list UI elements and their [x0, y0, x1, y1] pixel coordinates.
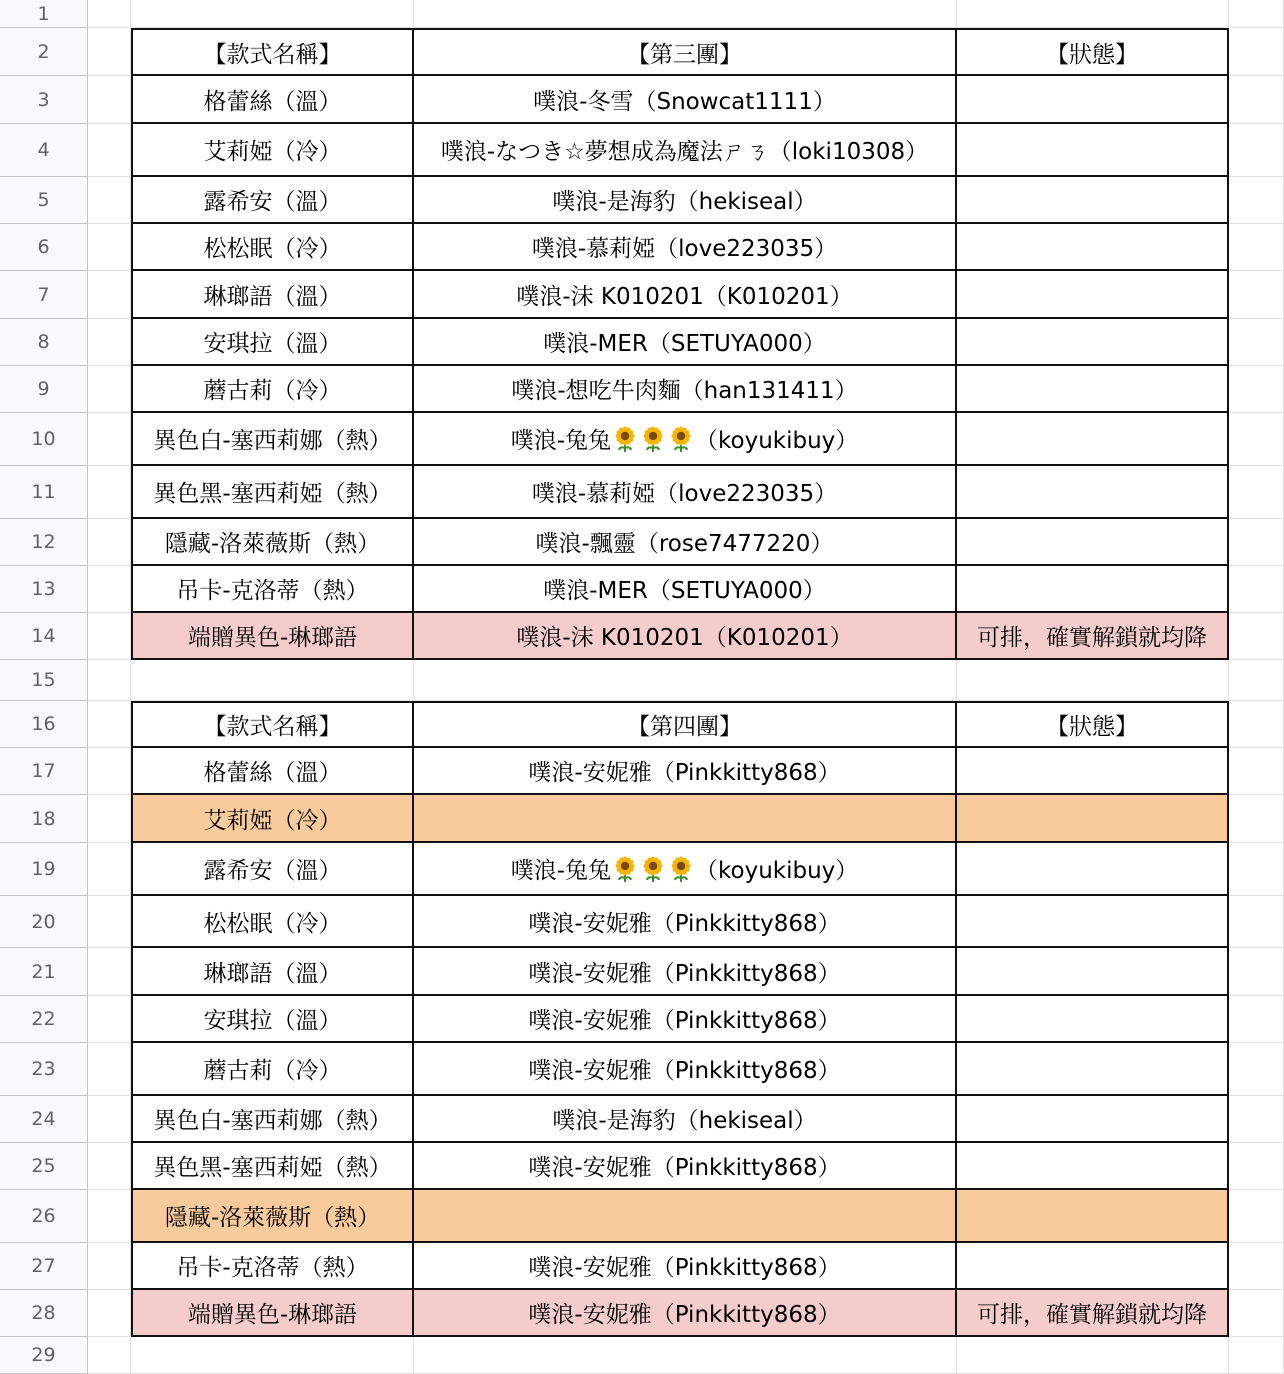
row-header[interactable]: 13 [0, 566, 88, 613]
cell-group-member[interactable]: 噗浪-安妮雅（Pinkkitty868） [414, 1243, 957, 1290]
cell-empty[interactable] [88, 224, 131, 271]
cell-empty[interactable] [1229, 996, 1284, 1043]
cell-style-name[interactable]: 松松眠（冷） [131, 896, 414, 948]
cell-empty[interactable] [88, 519, 131, 566]
row-header[interactable]: 25 [0, 1143, 88, 1190]
row-header[interactable]: 10 [0, 413, 88, 466]
header-style-name[interactable]: 【款式名稱】 [131, 701, 414, 748]
cell-empty[interactable] [1229, 1043, 1284, 1096]
cell-empty[interactable] [1229, 795, 1284, 843]
cell-group-member[interactable]: 噗浪-慕莉婭（love223035） [414, 466, 957, 519]
sheet-row [0, 177, 1284, 224]
cell-status[interactable] [957, 896, 1229, 948]
row-header[interactable]: 14 [0, 613, 88, 660]
sheet-row [0, 224, 1284, 271]
row-header[interactable]: 23 [0, 1043, 88, 1096]
cell-empty[interactable] [1229, 124, 1284, 177]
cell-style-name[interactable]: 隱藏-洛萊薇斯（熱） [131, 1190, 414, 1243]
row-header[interactable]: 28 [0, 1290, 88, 1337]
cell-empty[interactable] [957, 1337, 1229, 1374]
sheet-row [0, 0, 1284, 28]
cell-style-name[interactable]: 露希安（溫） [131, 843, 414, 896]
cell-style-name[interactable]: 異色白-塞西莉娜（熱） [131, 413, 414, 466]
cell-empty[interactable] [1229, 701, 1284, 748]
cell-status[interactable] [957, 271, 1229, 319]
member-id: （koyukibuy） [695, 858, 859, 884]
cell-status[interactable] [957, 795, 1229, 843]
cell-style-name[interactable]: 異色黑-塞西莉婭（熱） [131, 1143, 414, 1190]
sunflower-icon [667, 855, 695, 883]
cell-empty[interactable] [88, 843, 131, 896]
cell-style-name[interactable]: 端贈異色-琳瑯語 [131, 1290, 414, 1337]
cell-empty[interactable] [957, 0, 1229, 28]
cell-style-name[interactable]: 琳瑯語（溫） [131, 948, 414, 996]
row-header[interactable]: 24 [0, 1096, 88, 1143]
cell-empty[interactable] [1229, 843, 1284, 896]
cell-group-member[interactable]: 噗浪-是海豹（hekiseal） [414, 1096, 957, 1143]
cell-group-member[interactable]: 噗浪-是海豹（hekiseal） [414, 177, 957, 224]
cell-empty[interactable] [88, 701, 131, 748]
row-header[interactable]: 15 [0, 660, 88, 701]
cell-status[interactable] [957, 366, 1229, 413]
cell-empty[interactable] [88, 0, 131, 28]
cell-empty[interactable] [88, 748, 131, 795]
cell-empty[interactable] [88, 1043, 131, 1096]
sheet-row [0, 566, 1284, 613]
row-header[interactable]: 18 [0, 795, 88, 843]
cell-group-member[interactable]: 噗浪-なつき☆夢想成為魔法ㄕㄋ（loki10308） [414, 124, 957, 177]
sheet-row [0, 843, 1284, 896]
cell-empty[interactable] [88, 76, 131, 124]
cell-group-member[interactable]: 噗浪-MER（SETUYA000） [414, 319, 957, 366]
cell-group-member[interactable]: 噗浪-慕莉婭（love223035） [414, 224, 957, 271]
row-header[interactable]: 19 [0, 843, 88, 896]
sheet-row [0, 76, 1284, 124]
cell-empty[interactable] [1229, 1290, 1284, 1337]
cell-empty[interactable] [1229, 566, 1284, 613]
cell-style-name[interactable]: 松松眠（冷） [131, 224, 414, 271]
sheet-row [0, 948, 1284, 996]
cell-status[interactable] [957, 177, 1229, 224]
row-header[interactable]: 7 [0, 271, 88, 319]
row-header[interactable]: 29 [0, 1337, 88, 1374]
cell-empty[interactable] [1229, 177, 1284, 224]
cell-empty[interactable] [1229, 466, 1284, 519]
sunflower-icon [611, 425, 639, 453]
sheet-row [0, 1190, 1284, 1243]
cell-group-member[interactable]: 噗浪-安妮雅（Pinkkitty868） [414, 948, 957, 996]
sheet-row [0, 366, 1284, 413]
sheet-row [0, 1143, 1284, 1190]
sheet-row [0, 271, 1284, 319]
cell-status[interactable] [957, 948, 1229, 996]
cell-empty[interactable] [1229, 660, 1284, 701]
cell-empty[interactable] [1229, 1096, 1284, 1143]
cell-style-name[interactable]: 蘑古莉（冷） [131, 366, 414, 413]
sheet-row [0, 795, 1284, 843]
sunflower-icon [667, 425, 695, 453]
member-id: （koyukibuy） [695, 428, 859, 454]
cell-empty[interactable] [1229, 519, 1284, 566]
cell-empty[interactable] [88, 1143, 131, 1190]
cell-empty[interactable] [1229, 948, 1284, 996]
cell-empty[interactable] [88, 1096, 131, 1143]
cell-style-name[interactable]: 安琪拉（溫） [131, 996, 414, 1043]
cell-status[interactable]: 可排，確實解鎖就均降 [957, 613, 1229, 660]
header-style-name[interactable]: 【款式名稱】 [131, 28, 414, 76]
row-header[interactable]: 8 [0, 319, 88, 366]
cell-group-member[interactable] [414, 843, 957, 896]
cell-status[interactable] [957, 519, 1229, 566]
cell-group-member[interactable]: 噗浪-想吃牛肉麵（han131411） [414, 366, 957, 413]
member-name: 噗浪-兔兔 [510, 858, 612, 884]
cell-empty[interactable] [88, 613, 131, 660]
cell-empty[interactable] [1229, 76, 1284, 124]
cell-empty[interactable] [414, 0, 957, 28]
sheet-row [0, 613, 1284, 660]
cell-empty[interactable] [88, 366, 131, 413]
cell-empty[interactable] [88, 177, 131, 224]
cell-group-member[interactable]: 噗浪-冬雪（Snowcat1111） [414, 76, 957, 124]
cell-empty[interactable] [88, 28, 131, 76]
cell-group-member[interactable] [414, 1190, 957, 1243]
cell-group-member[interactable] [414, 413, 957, 466]
sheet-row [0, 1290, 1284, 1337]
cell-status[interactable] [957, 413, 1229, 466]
cell-style-name[interactable]: 隱藏-洛萊薇斯（熱） [131, 519, 414, 566]
cell-style-name[interactable]: 異色白-塞西莉娜（熱） [131, 1096, 414, 1143]
cell-empty[interactable] [88, 660, 131, 701]
cell-style-name[interactable]: 異色黑-塞西莉婭（熱） [131, 466, 414, 519]
member-name: 噗浪-兔兔 [510, 428, 612, 454]
cell-empty[interactable] [131, 0, 414, 28]
cell-group-member[interactable]: 噗浪-MER（SETUYA000） [414, 566, 957, 613]
cell-empty[interactable] [957, 660, 1229, 701]
row-header[interactable]: 21 [0, 948, 88, 996]
cell-style-name[interactable]: 蘑古莉（冷） [131, 1043, 414, 1096]
cell-group-member[interactable]: 噗浪-安妮雅（Pinkkitty868） [414, 748, 957, 795]
cell-empty[interactable] [88, 996, 131, 1043]
cell-empty[interactable] [88, 1290, 131, 1337]
row-header[interactable]: 9 [0, 366, 88, 413]
row-header[interactable]: 5 [0, 177, 88, 224]
sheet-row [0, 466, 1284, 519]
cell-status[interactable]: 可排，確實解鎖就均降 [957, 1290, 1229, 1337]
cell-empty[interactable] [88, 124, 131, 177]
cell-empty[interactable] [414, 660, 957, 701]
sheet-row [0, 1096, 1284, 1143]
cell-empty[interactable] [1229, 413, 1284, 466]
cell-empty[interactable] [1229, 1337, 1284, 1374]
sunflower-icon [639, 425, 667, 453]
cell-empty[interactable] [1229, 748, 1284, 795]
cell-group-member[interactable]: 噗浪-沫 K010201（K010201） [414, 613, 957, 660]
cell-group-member[interactable] [414, 795, 957, 843]
sheet-row [0, 124, 1284, 177]
cell-empty[interactable] [88, 413, 131, 466]
cell-status[interactable] [957, 124, 1229, 177]
row-header[interactable]: 11 [0, 466, 88, 519]
header-status[interactable]: 【狀態】 [957, 28, 1229, 76]
cell-style-name[interactable]: 艾莉婭（冷） [131, 795, 414, 843]
cell-group-member[interactable]: 噗浪-安妮雅（Pinkkitty868） [414, 996, 957, 1043]
cell-empty[interactable] [1229, 613, 1284, 660]
cell-empty[interactable] [88, 948, 131, 996]
cell-empty[interactable] [88, 1243, 131, 1290]
cell-empty[interactable] [1229, 28, 1284, 76]
cell-status[interactable] [957, 1243, 1229, 1290]
cell-empty[interactable] [1229, 896, 1284, 948]
cell-status[interactable] [957, 1190, 1229, 1243]
cell-style-name[interactable]: 安琪拉（溫） [131, 319, 414, 366]
cell-empty[interactable] [88, 1190, 131, 1243]
row-header[interactable]: 27 [0, 1243, 88, 1290]
cell-status[interactable] [957, 748, 1229, 795]
cell-group-member[interactable]: 噗浪-飄靈（rose7477220） [414, 519, 957, 566]
header-group[interactable]: 【第三團】 [414, 28, 957, 76]
cell-empty[interactable] [88, 1337, 131, 1374]
cell-style-name[interactable]: 吊卡-克洛蒂（熱） [131, 566, 414, 613]
sunflower-icon [639, 855, 667, 883]
sheet-row [0, 896, 1284, 948]
sunflower-icon [611, 855, 639, 883]
cell-style-name[interactable]: 吊卡-克洛蒂（熱） [131, 1243, 414, 1290]
sheet-row [0, 519, 1284, 566]
cell-empty[interactable] [414, 1337, 957, 1374]
cell-empty[interactable] [88, 319, 131, 366]
cell-group-member[interactable]: 噗浪-安妮雅（Pinkkitty868） [414, 1143, 957, 1190]
cell-status[interactable] [957, 996, 1229, 1043]
row-header[interactable]: 1 [0, 0, 88, 28]
row-header[interactable]: 12 [0, 519, 88, 566]
row-header[interactable]: 26 [0, 1190, 88, 1243]
cell-empty[interactable] [88, 795, 131, 843]
cell-status[interactable] [957, 1096, 1229, 1143]
sheet-row [0, 28, 1284, 76]
cell-status[interactable] [957, 1043, 1229, 1096]
cell-empty[interactable] [1229, 319, 1284, 366]
cell-empty[interactable] [131, 660, 414, 701]
row-header[interactable]: 6 [0, 224, 88, 271]
sheet-row [0, 1337, 1284, 1374]
cell-status[interactable] [957, 1143, 1229, 1190]
cell-style-name[interactable]: 艾莉婭（冷） [131, 124, 414, 177]
cell-empty[interactable] [88, 566, 131, 613]
cell-empty[interactable] [88, 466, 131, 519]
row-header[interactable]: 20 [0, 896, 88, 948]
sheet-row [0, 701, 1284, 748]
cell-empty[interactable] [1229, 1190, 1284, 1243]
sheet-row [0, 748, 1284, 795]
sheet-row [0, 1243, 1284, 1290]
cell-empty[interactable] [1229, 1243, 1284, 1290]
cell-status[interactable] [957, 566, 1229, 613]
sheet-row [0, 319, 1284, 366]
cell-empty[interactable] [131, 1337, 414, 1374]
cell-status[interactable] [957, 466, 1229, 519]
cell-group-member[interactable]: 噗浪-安妮雅（Pinkkitty868） [414, 1290, 957, 1337]
cell-empty[interactable] [1229, 271, 1284, 319]
cell-style-name[interactable]: 琳瑯語（溫） [131, 271, 414, 319]
cell-status[interactable] [957, 843, 1229, 896]
cell-style-name[interactable]: 格蕾絲（溫） [131, 76, 414, 124]
row-header[interactable]: 2 [0, 28, 88, 76]
cell-status[interactable] [957, 319, 1229, 366]
sheet-row [0, 996, 1284, 1043]
row-header[interactable]: 3 [0, 76, 88, 124]
sheet-row [0, 413, 1284, 466]
cell-empty[interactable] [1229, 0, 1284, 28]
cell-empty[interactable] [88, 271, 131, 319]
cell-empty[interactable] [1229, 1143, 1284, 1190]
cell-empty[interactable] [1229, 224, 1284, 271]
cell-empty[interactable] [88, 896, 131, 948]
header-status[interactable]: 【狀態】 [957, 701, 1229, 748]
header-group[interactable]: 【第四團】 [414, 701, 957, 748]
cell-status[interactable] [957, 224, 1229, 271]
sheet-row [0, 660, 1284, 701]
row-header[interactable]: 22 [0, 996, 88, 1043]
cell-empty[interactable] [1229, 366, 1284, 413]
cell-group-member[interactable]: 噗浪-安妮雅（Pinkkitty868） [414, 896, 957, 948]
cell-group-member[interactable]: 噗浪-安妮雅（Pinkkitty868） [414, 1043, 957, 1096]
row-header[interactable]: 17 [0, 748, 88, 795]
cell-status[interactable] [957, 76, 1229, 124]
cell-style-name[interactable]: 格蕾絲（溫） [131, 748, 414, 795]
row-header[interactable]: 16 [0, 701, 88, 748]
cell-group-member[interactable]: 噗浪-沫 K010201（K010201） [414, 271, 957, 319]
sheet-row [0, 1043, 1284, 1096]
cell-style-name[interactable]: 端贈異色-琳瑯語 [131, 613, 414, 660]
cell-style-name[interactable]: 露希安（溫） [131, 177, 414, 224]
row-header[interactable]: 4 [0, 124, 88, 177]
